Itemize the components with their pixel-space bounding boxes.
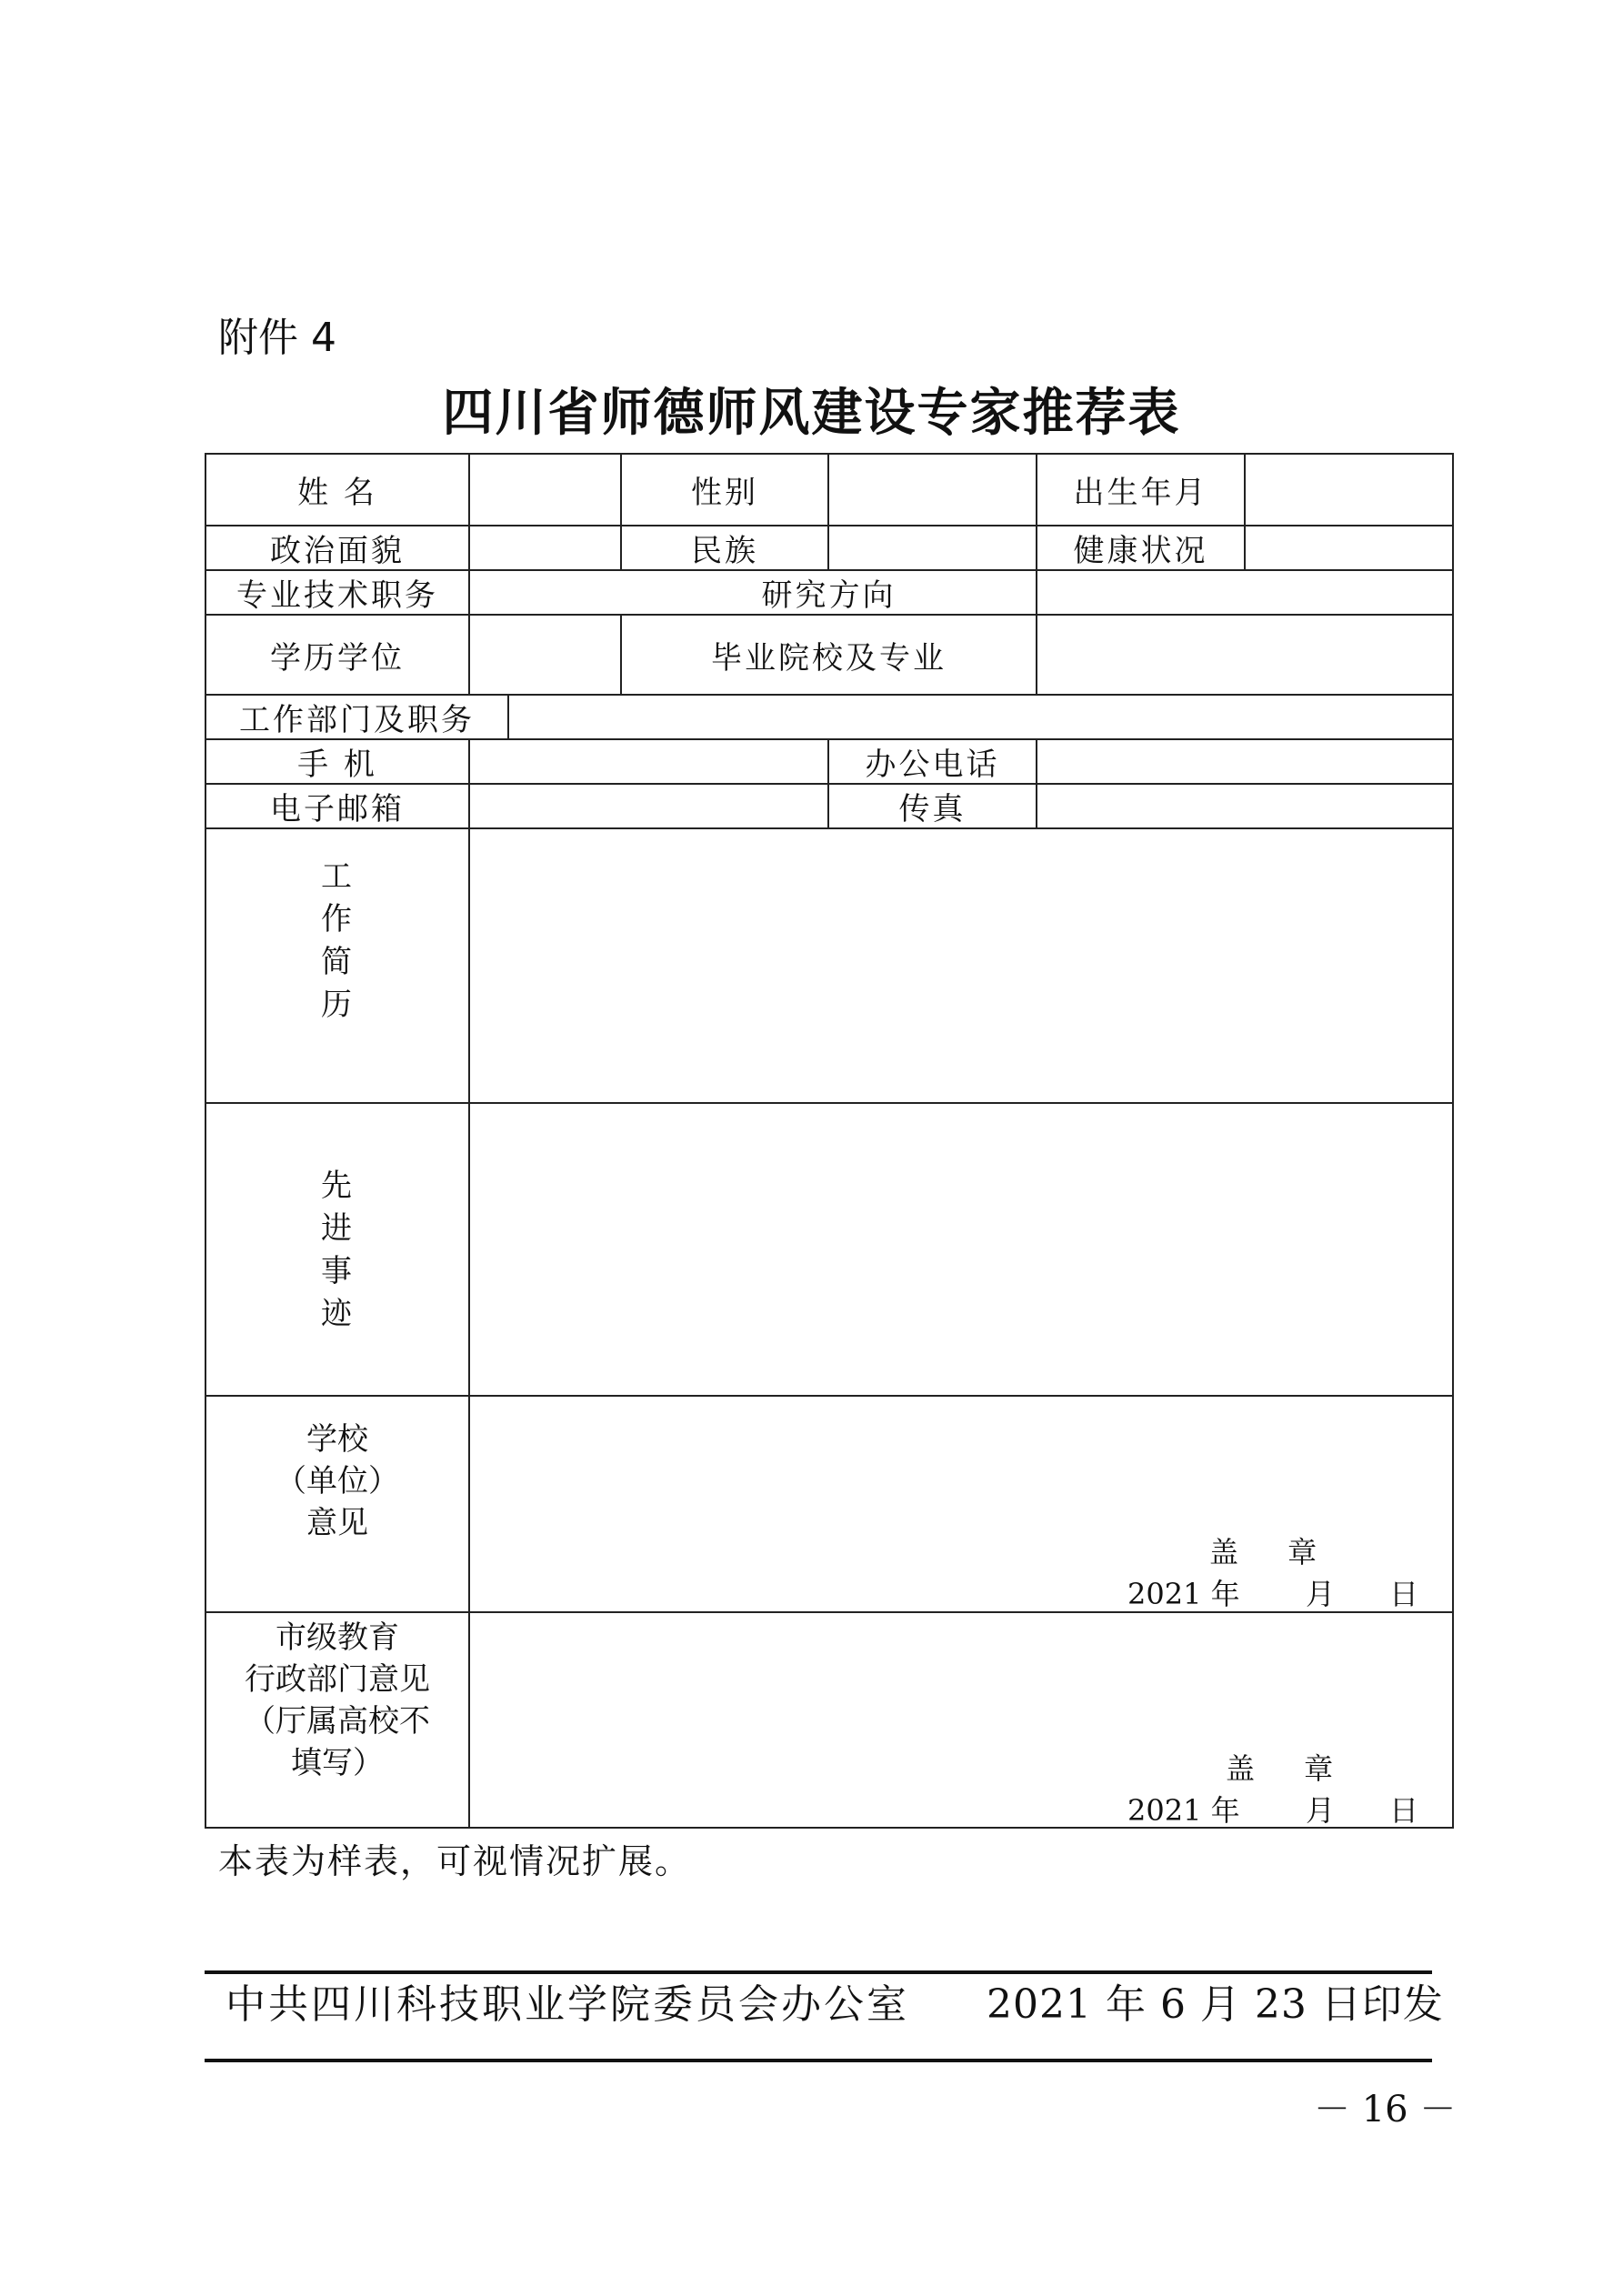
education-label: 学历学位 xyxy=(270,639,405,677)
school-major-label: 毕业院校及专业 xyxy=(711,639,947,677)
name-field[interactable] xyxy=(470,455,620,525)
issuer: 中共四川科技职业学院委员会办公室 xyxy=(225,1981,909,2028)
mobile-label: 手 机 xyxy=(297,747,377,783)
page-title: 四川省师德师风建设专家推荐表 xyxy=(442,383,1181,443)
gender-label: 性别 xyxy=(691,475,758,511)
form-note: 本表为样表，可视情况扩展。 xyxy=(218,1841,692,1881)
page-number: － 16 － xyxy=(1314,2089,1457,2131)
politics-label: 政治面貌 xyxy=(270,533,405,569)
city-opinion-label xyxy=(206,1617,468,1784)
city-date-year: 2021 年 xyxy=(1127,1793,1240,1828)
name-label: 姓 名 xyxy=(297,475,377,511)
fax-label: 传真 xyxy=(898,791,967,827)
birth-field[interactable] xyxy=(1246,455,1452,525)
dept-label: 工作部门及职务 xyxy=(239,702,475,738)
email-field[interactable] xyxy=(470,785,827,827)
resume-label: 工作简历 xyxy=(321,858,352,1023)
city-date-month: 月 xyxy=(1306,1793,1336,1828)
title-label: 专业技术职务 xyxy=(236,577,438,614)
school-date-year: 2021 年 xyxy=(1127,1577,1240,1611)
school-opinion-line: 学校 xyxy=(306,1421,368,1458)
gender-field[interactable] xyxy=(829,455,1036,525)
health-field[interactable] xyxy=(1246,526,1452,569)
city-opinion-line: 填写） xyxy=(291,1745,384,1781)
education-field[interactable] xyxy=(470,616,620,694)
ethnicity-field[interactable] xyxy=(829,526,1036,569)
fax-field[interactable] xyxy=(1037,785,1452,827)
attachment-label: 附件 4 xyxy=(218,315,336,361)
issue-date: 2021 年 6 月 23 日印发 xyxy=(987,1981,1444,2028)
deeds-label: 先进事迹 xyxy=(321,1168,352,1332)
school-opinion-line: 意见 xyxy=(306,1505,368,1541)
resume-field[interactable] xyxy=(470,829,1452,1102)
table-rule xyxy=(1452,453,1454,1829)
deeds-field[interactable] xyxy=(470,1104,1452,1395)
table-rule xyxy=(205,1827,1454,1829)
research-label: 研究方向 xyxy=(761,577,897,614)
birth-label: 出生年月 xyxy=(1073,475,1208,511)
politics-field[interactable] xyxy=(470,526,620,569)
email-label: 电子邮箱 xyxy=(270,791,405,827)
dept-field[interactable] xyxy=(509,696,1452,738)
title-field[interactable] xyxy=(470,571,620,614)
office-phone-label: 办公电话 xyxy=(865,747,1000,783)
city-opinion-line: 行政部门意见 xyxy=(245,1661,430,1698)
city-opinion-line: （厅属高校不 xyxy=(245,1703,430,1740)
city-opinion-line: 市级教育 xyxy=(276,1619,399,1656)
footer-bottom-rule xyxy=(205,2059,1432,2062)
school-opinion-label xyxy=(206,1419,468,1544)
health-label: 健康状况 xyxy=(1073,533,1208,569)
school-seal-label: 盖 章 xyxy=(1209,1535,1337,1569)
school-date-day: 日 xyxy=(1389,1577,1419,1611)
city-date-day: 日 xyxy=(1389,1793,1419,1828)
school-opinion-field[interactable] xyxy=(470,1397,1452,1611)
ethnicity-label: 民族 xyxy=(691,533,758,569)
school-opinion-line: （单位） xyxy=(276,1463,399,1499)
office-phone-field[interactable] xyxy=(1037,740,1452,783)
city-opinion-field[interactable] xyxy=(470,1613,1452,1827)
school-major-field[interactable] xyxy=(1037,616,1452,694)
mobile-field[interactable] xyxy=(470,740,827,783)
research-field[interactable] xyxy=(1037,571,1452,614)
school-date-month: 月 xyxy=(1306,1577,1336,1611)
city-seal-label: 盖 章 xyxy=(1226,1751,1354,1786)
